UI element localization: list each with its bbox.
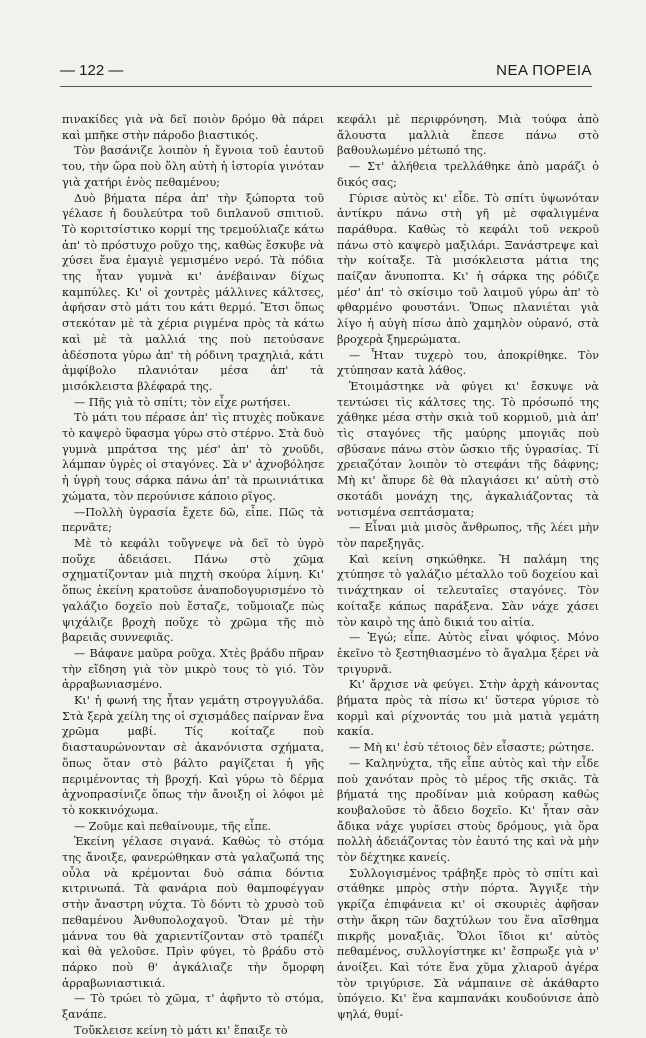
paragraph: Τὸν βασάνιζε λοιπὸν ἡ ἔγνοια τοῦ ἑαυτοῦ του, τὴν ὥρα ποὺ ὅλη αὐτὴ ἡ ἱστορία γινόταν γιὰ χατήρι ἑνὸς πεθαμένου; bbox=[62, 144, 324, 189]
header-rule bbox=[60, 86, 592, 87]
page-header bbox=[60, 62, 592, 84]
paragraph: Γύρισε αὐτὸς κι' εἶδε. Τὸ σπίτι ὑψωνόταν ἀντίκρυ πάνω στὴ γῆ μὲ σφαλιγμένα παράθυρα. Καθὼς τὸ κεφάλι τοῦ νεκροῦ πάνω στὸ καψερὸ μαξιλάρι. Ξανάστρεψε καὶ τὴν κοίταξε. Τὰ μισόκλειστα μάτια της παίζαν ἄνυποπτα. Κι' ἡ σάρκα της ρόδιζε μέσ' ἀπ' τὸ σκίσιμο τοῦ λαιμοῦ γύρω ἀπ' τὸ φθαρμένο φουστάνι. Ὅπως πλανιέται γιὰ λίγο ἡ αὐγὴ πίσω ἀπὸ χαμηλὸν οὐρανό, στὰ βροχερὰ ξημερώματα. bbox=[337, 191, 599, 346]
paragraph: Τοὔκλεισε κείνη τὸ μάτι κι' ἔπαιξε τὸ bbox=[74, 1023, 288, 1037]
paragraph: Καὶ κείνη σηκώθηκε. Ἡ παλάμη της χτύπησε τὸ γαλάζιο μέταλλο τοῦ δοχείου καὶ τινάχτηκαν οἱ τελευταῖες σταγόνες. Τὸν κοίταξε κάπως παράξενα. Σὰν νάχε χάσει τὸν καιρὸ της ἀπὸ δικιά του αἰτία. bbox=[337, 552, 599, 629]
left-column bbox=[62, 112, 324, 1037]
paragraph: κεφάλι μὲ περιφρόνηση. Μιὰ τούφα ἀπὸ ἄλουστα μαλλιὰ ἔπεσε πάνω στὸ βαθουλωμένο μέτωπό της. bbox=[337, 113, 599, 158]
right-column bbox=[337, 112, 599, 1022]
paragraph: — Πῆς γιὰ τὸ σπίτι; τὸν εἶχε ρωτήσει. bbox=[74, 395, 291, 409]
paragraph: — Ἦταν τυχερὸ του, ἀποκρίθηκε. Τὸν χτύπησαν κατὰ λάθος. bbox=[337, 348, 599, 378]
paragraph: — Στ' ἀλήθεια τρελλάθηκε ἀπὸ μαράζι ὁ δικός σας; bbox=[337, 160, 599, 189]
paragraph: Δυὸ βήματα πέρα ἀπ' τὴν ξώπορτα τοῦ γέλασε ἡ δουλεύτρα τοῦ διπλανοῦ σπιτιοῦ. Τὸ κοριτσίστικο κορμί της τρεμούλιαζε κάτω ἀπ' τὸ πρόστυχο ροῦχο της, καθὼς ἔσκυβε νὰ χύσει ἕνα ἐμαγιὲ γεμισμένο νερό. Τὰ πόδια της ἦταν γυμνὰ κι' ἀνέβαιναν δίχως καμπύλες. Κι' οἱ χοντρὲς μάλλινες κάλτσες, ἀφήσαν στὸ μάτι του κάτι θερμό. Ἔτσι ὅπως στεκόταν μὲ τὰ χέρια ριγμένα πρὸς τὰ κάτω καὶ μὲ τὰ μαλλιά της ποὺ πετούσανε ἀδέσποτα γύρω ἀπ' τὴ ρόδινη τραχηλιά, κάτι ἀμφίβολο πλανιόταν μέσα ἀπ' τὰ μισόκλειστα βλέφαρά της. bbox=[62, 191, 324, 393]
page-number: — 122 — bbox=[60, 62, 124, 79]
paragraph: πινακίδες γιὰ νὰ δεῖ ποιὸν δρόμο θὰ πάρει καὶ μπῆκε στὴν πάροδο βιαστικός. bbox=[62, 113, 324, 142]
paragraph: Κι' ἄρχισε νὰ φεύγει. Στὴν ἀρχὴ κάνοντας βήματα πρὸς τὰ πίσω κι' ὕστερα γύρισε τὸ κορμὶ καὶ ρίχνοντάς του μιὰ ματιὰ γεμάτη κακία. bbox=[337, 678, 599, 739]
journal-title: ΝΕΑ ΠΟΡΕΙΑ bbox=[496, 62, 592, 79]
paragraph: — Ἐγώ; εἶπε. Αὐτὸς εἶναι ψόφιος. Μόνο ἐκεῖνο τὸ ξεστηθιασμένο τὸ ἄγαλμα ξέρει νὰ τριγυρνᾶ. bbox=[337, 631, 599, 676]
paragraph: — Βάφανε μαῦρα ροῦχα. Χτὲς βράδυ πῆραν τὴν εἴδηση γιὰ τὸν μικρὸ τους τὸ γιό. Τὸν ἀρραβωνιασμένο. bbox=[62, 646, 324, 692]
paragraph: — Εἶναι μιὰ μισὸς ἄνθρωπος, τῆς λέει μὴν τὸν παρεξηγᾶς. bbox=[337, 521, 599, 550]
paragraph: — Ζοῦμε καὶ πεθαίνουμε, τῆς εἶπε. bbox=[74, 819, 272, 833]
paragraph: — Τὸ τρώει τὸ χῶμα, τ' ἀφῆντο τὸ στόμα, ξανάπε. bbox=[62, 992, 324, 1022]
paragraph: Μὲ τὸ κεφάλι τοὔγνεψε νὰ δεῖ τὸ ὑγρὸ ποὔχε ἀδειάσει. Πάνω στὸ χῶμα σχηματίζονταν μιὰ πηχτὴ σκούρα λίμνη. Κι' ὅπως ἐκείνη κρατοῦσε ἀναποδογυρισμένο τὸ γαλάζιο δοχεῖο ποὺ ἔσταζε, τοὔμοιαζε πὼς ψιχάλιζε βροχὴ ποὔχε τὸ χρῶμα τῆς πιὸ βαρειᾶς συννεφιᾶς. bbox=[62, 536, 324, 645]
paragraph: Τὸ μάτι του πέρασε ἀπ' τὶς πτυχὲς ποὔκανε τὸ καψερὸ ὕφασμα γύρω στὸ στέρνο. Στὰ δυὸ γυμνὰ μπράτσα της μέσ' ἀπ' τὸ χνοῦδι, λάμπαν ὑγρὲς οἱ σταγόνες. Σὰ ν' ἀχνοβόλησε ἡ ὑγρὴ τους σάρκα πάνω ἀπ' τὰ πρωινιάτικα χώματα, τὸν περούνισε κάποιο ρῖγος. bbox=[62, 411, 324, 503]
paragraph: —Πολλὴ ὑγρασία ἔχετε δῶ, εἶπε. Πῶς τὰ περνᾶτε; bbox=[62, 505, 324, 535]
paragraph: — Καληνύχτα, τῆς εἶπε αὐτὸς καὶ τὴν εἶδε ποὺ χανόταν πρὸς τὸ μέρος τῆς σκιᾶς. Τὰ βήματά της προδίναν μιὰ κούραση καθὼς κουβαλοῦσε τὸ ἄδειο δοχεῖο. Κι' ἦταν σὰν ἄδικα νάχε γυρίσει στοὺς δρόμους, γιὰ ὅρα πολλὴ ἀδειάζοντας τὸν ἑαυτό της καὶ νὰ μὴν τὸν δέχτηκε κανείς. bbox=[337, 756, 599, 865]
paragraph: Συλλογισμένος τράβηξε πρὸς τὸ σπίτι καὶ στάθηκε μπρὸς στὴν πόρτα. Ἄγγιξε τὴν γκρίζα ἐπιφάνεια κι' οἱ σκουριὲς ἀφῆσαν στὴν ἄκρη τῶν δαχτύλων του ἕνα αἴσθημα πικρῆς μοναξιᾶς. Ὅλοι ἴδιοι κι' αὐτὸς πεθαμένος, συλλογίστηκε κι' ἔσπρωξε γιὰ ν' ἀνοίξει. Καὶ τότε ἕνα χῦμα χλιαροῦ ἀγέρα τὸν τριγύρισε. Σὰ νάμπαινε σὲ ἀκάθαρτο ὑπόγειο. Κι' ἕνα καμπανάκι κουδούνισε ἀπὸ ψηλά, θυμί- bbox=[337, 866, 599, 1022]
paragraph: Κι' ἡ φωνή της ἦταν γεμάτη στρογγυλάδα. Στὰ ξερὰ χείλη της οἱ σχισμάδες παίρναν ἕνα χρῶμα μαβί. Τίς κοίταζε ποὺ διασταυρώνονταν σὲ ἀκανόνιστα σχήματα, ὅπως ὅταν στὸ βάλτο ραγίζεται ἡ γῆς περιμένοντας τὴ βροχή. Καὶ γύρω τὸ δέρμα ἀχνοπρασίνιζε ὅπως τὴν ἄνοιξη οἱ λόφοι μὲ τὸ κοκκινόχωμα. bbox=[62, 694, 324, 817]
paragraph: Ἐκείνη γέλασε σιγανά. Καθὼς τὸ στόμα της ἄνοιξε, φανερώθηκαν στὰ γαλαζωπά της οὖλα νὰ κρέμονται δυὸ σάπια δόντια κιτρινωπά. Τὰ φανάρια ποὺ θαμποφέγγαν στὴν ἄναστρη νύχτα. Τὸ δόντι τὸ χρυσὸ τοῦ πεθαμένου Ἀνθυπολοχαγοῦ. Ὅταν μὲ τὴν μάννα του θὰ χαριεντίζονταν στὸ τραπέζι καὶ θὰ γελοῦσε. Πρὶν φύγει, τὸ βράδυ στὸ πάρκο ποὺ θ' ἀγκάλιαζε τὴν ὄμορφη ἀρραβωνιαστικιά. bbox=[62, 835, 324, 990]
paragraph: Ἑτοιμάστηκε νὰ φύγει κι' ἔσκυψε νὰ τεντώσει τὶς κάλτσες της. Τὸ πρόσωπό της χάθηκε μέσα στὴν σκιὰ τοῦ κορμιοῦ, μιὰ ἀπ' τὶς σταγόνες τῆς μαύρης μπογιᾶς ποὺ σβύσανε πάνω στὸν ὤσκιο τῆς ὑγρασίας. Τί χρειαζόταν λοιπὸν τὸ στεφάνι τῆς δάφνης; Μὴ κι' ἄπυρε δὲ θὰ πλαγιάσει κι' αὐτὴ στὸ σκοτάδι μονάχη της, ἀγκαλιάζοντας τὰ νοτισμένα σεπτάσματα; bbox=[337, 379, 599, 519]
paragraph: — Μὴ κι' ἐσὺ τέτοιος δὲν εἶσαστε; ρώτησε. bbox=[349, 741, 595, 755]
